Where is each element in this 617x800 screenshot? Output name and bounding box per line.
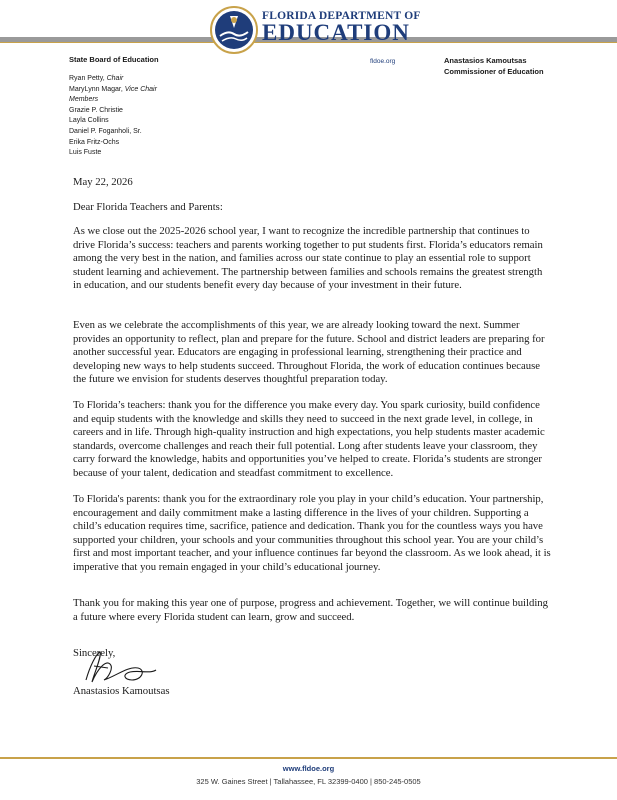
board-members-heading: Members <box>69 96 99 104</box>
board-member: MaryLynn Magar, Vice Chair <box>69 85 157 93</box>
commissioner-title: Commissioner of Education <box>444 67 544 76</box>
letter-paragraph: To Florida's parents: thank you for the extraordinary role you play in your child’s education. Your partnership, encouragement and daily commitment make a lasting difference in the lives of your children. Supporting a child’s education requires time, sacrifice, patience and dedication. Thank you for the countless ways you have supported your children, your schools and your communities throughout this school year. You are your child’s first and most important teacher, and your influence continues far beyond the classroom. As we look ahead, it is imperative that you remain engaged in your child’s educational journey. <box>73 493 551 573</box>
logo-line-education: EDUCATION <box>262 20 410 45</box>
commissioner-block <box>444 55 544 77</box>
letter-paragraph: Thank you for making this year one of purpose, progress and achievement. Together, we will continue building a future where every Florida student can learn, grow and succeed. <box>73 597 548 623</box>
footer-url: www.fldoe.org <box>282 764 335 773</box>
department-logo-text <box>262 10 421 45</box>
letter-paragraph: Even as we celebrate the accomplishments of this year, we are already looking toward the next. Summer provides an opportunity to reflect, plan and prepare for the future. School and district leaders are preparing for another successful year. Educators are engaging in professional learning, strengthening their practice and developing new ways to help students succeed. Throughout Florida, the work of education continues because the future we envision for students deserves thoughtful preparation today. <box>73 319 545 385</box>
board-member: Daniel P. Foganholi, Sr. <box>69 127 142 135</box>
board-title: State Board of Education <box>69 55 159 64</box>
letter-date: May 22, 2026 <box>73 176 133 188</box>
board-member: Layla Collins <box>69 117 109 125</box>
handwritten-signature <box>80 646 160 688</box>
florida-seal-logo-icon <box>210 6 258 54</box>
letter-signer: Anastasios Kamoutsas <box>73 685 170 697</box>
letter-closing: Sincerely, <box>73 647 116 659</box>
board-member: Grazie P. Christie <box>69 106 123 114</box>
board-member: Ryan Petty, Chair <box>69 75 124 82</box>
footer-address: 325 W. Gaines Street | Tallahassee, FL 32399-0400 | 850-245-0505 <box>196 777 421 786</box>
board-member-list <box>69 74 209 159</box>
logo-url: fldoe.org <box>370 58 396 65</box>
letter-paragraph: As we close out the 2025-2026 school year, I want to recognize the incredible partnership that continues to drive Florida’s success: teachers and parents working together to put students first. Florida’s educators remain among the very best in the nation, and families across our state continue to play an essential role to support student learning and achievement. The partnership between families and schools remains the greatest strength in education, and our students benefit every day because of your investment in their future. <box>73 225 543 291</box>
board-member: Luis Fuste <box>69 149 102 157</box>
footer-gold-rule <box>0 757 617 759</box>
board-member: Erika Fritz-Ochs <box>69 138 120 146</box>
letter-salutation: Dear Florida Teachers and Parents: <box>73 201 223 213</box>
commissioner-name: Anastasios Kamoutsas <box>444 56 527 65</box>
letter-paragraph: To Florida’s teachers: thank you for the difference you make every day. You spark curiosity, build confidence and equip students with the knowledge and skills they need to succeed in the next grade level, in college, in careers and in life. Through high-quality instruction and high expectations, you help students master academic standards, overcome challenges and reach their full potential. Long after students leave your classroom, they carry forward the knowledge, habits and opportunities you’ve helped to create. Florida’s students are stronger because of your talent, dedication and steadfast commitment to excellence. <box>73 399 545 479</box>
logo-line-department: FLORIDA DEPARTMENT OF <box>262 10 421 22</box>
